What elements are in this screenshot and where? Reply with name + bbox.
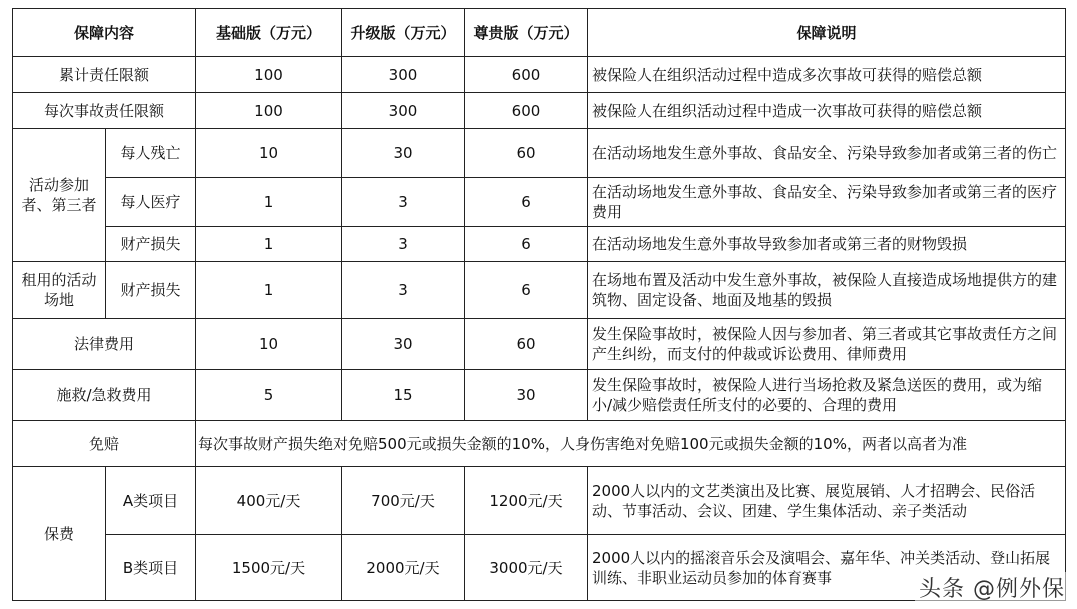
row-description: 在场地布置及活动中发生意外事故，被保险人直接造成场地提供方的建筑物、固定设备、地面及地基的毁损 bbox=[588, 262, 1066, 319]
basic-value: 1 bbox=[196, 262, 342, 319]
row-label: 施救/急救费用 bbox=[13, 370, 196, 421]
basic-value: 100 bbox=[196, 57, 342, 93]
sub-label: 每人医疗 bbox=[106, 178, 196, 227]
row-description: 2000人以内的文艺类演出及比赛、展览展销、人才招聘会、民俗活动、节事活动、会议、团建、学生集体活动、亲子类活动 bbox=[588, 467, 1066, 535]
row-label: 免赔 bbox=[13, 421, 196, 467]
row-label: 法律费用 bbox=[13, 319, 196, 370]
upgrade-value: 30 bbox=[342, 129, 465, 178]
basic-value: 400元/天 bbox=[196, 467, 342, 535]
table-row bbox=[13, 319, 1066, 370]
table-row bbox=[13, 93, 1066, 129]
row-description: 在活动场地发生意外事故、食品安全、污染导致参加者或第三者的伤亡 bbox=[588, 129, 1066, 178]
basic-value: 1 bbox=[196, 178, 342, 227]
basic-value: 10 bbox=[196, 129, 342, 178]
watermark: 头条 @例外保 bbox=[915, 572, 1069, 603]
row-description: 发生保险事故时，被保险人因与参加者、第三者或其它事故责任方之间产生纠纷，而支付的仲裁或诉讼费用、律师费用 bbox=[588, 319, 1066, 370]
basic-value: 10 bbox=[196, 319, 342, 370]
upgrade-value: 700元/天 bbox=[342, 467, 465, 535]
sub-label: A类项目 bbox=[106, 467, 196, 535]
upgrade-value: 300 bbox=[342, 57, 465, 93]
premium-value: 600 bbox=[465, 93, 588, 129]
upgrade-value: 3 bbox=[342, 227, 465, 262]
deductible-text: 每次事故财产损失绝对免赔500元或损失金额的10%，人身伤害绝对免赔100元或损失金额的10%，两者以高者为准 bbox=[196, 421, 1066, 467]
row-description: 在活动场地发生意外事故、食品安全、污染导致参加者或第三者的医疗费用 bbox=[588, 178, 1066, 227]
row-label: 累计责任限额 bbox=[13, 57, 196, 93]
header-content: 保障内容 bbox=[13, 9, 196, 57]
upgrade-value: 30 bbox=[342, 319, 465, 370]
table-row bbox=[13, 178, 1066, 227]
table-header-row bbox=[13, 9, 1066, 57]
basic-value: 5 bbox=[196, 370, 342, 421]
premium-value: 30 bbox=[465, 370, 588, 421]
upgrade-value: 3 bbox=[342, 262, 465, 319]
upgrade-value: 300 bbox=[342, 93, 465, 129]
table-row bbox=[13, 535, 1066, 601]
premium-value: 6 bbox=[465, 227, 588, 262]
basic-value: 100 bbox=[196, 93, 342, 129]
row-description: 发生保险事故时，被保险人进行当场抢救及紧急送医的费用，或为缩小/减少赔偿责任所支付的必要的、合理的费用 bbox=[588, 370, 1066, 421]
row-description: 2000人以内的摇滚音乐会及演唱会、嘉年华、冲关类活动、登山拓展训练、非职业运动员参加的体育赛事 bbox=[588, 535, 1066, 601]
premium-value: 6 bbox=[465, 178, 588, 227]
premium-value: 1200元/天 bbox=[465, 467, 588, 535]
upgrade-value: 3 bbox=[342, 178, 465, 227]
premium-value: 60 bbox=[465, 129, 588, 178]
table-row bbox=[13, 57, 1066, 93]
premium-value: 6 bbox=[465, 262, 588, 319]
header-basic: 基础版（万元） bbox=[196, 9, 342, 57]
row-description: 在活动场地发生意外事故导致参加者或第三者的财物毁损 bbox=[588, 227, 1066, 262]
table-row bbox=[13, 467, 1066, 535]
group-label: 租用的活动场地 bbox=[13, 262, 106, 319]
upgrade-value: 2000元/天 bbox=[342, 535, 465, 601]
header-premium: 尊贵版（万元） bbox=[465, 9, 588, 57]
insurance-coverage-table bbox=[12, 8, 1066, 601]
row-label: 每次事故责任限额 bbox=[13, 93, 196, 129]
premium-value: 3000元/天 bbox=[465, 535, 588, 601]
premium-value: 60 bbox=[465, 319, 588, 370]
premium-value: 600 bbox=[465, 57, 588, 93]
row-description: 被保险人在组织活动过程中造成多次事故可获得的赔偿总额 bbox=[588, 57, 1066, 93]
table-row bbox=[13, 227, 1066, 262]
header-desc: 保障说明 bbox=[588, 9, 1066, 57]
basic-value: 1500元/天 bbox=[196, 535, 342, 601]
sub-label: 财产损失 bbox=[106, 227, 196, 262]
table-row bbox=[13, 370, 1066, 421]
table-row bbox=[13, 421, 1066, 467]
row-description: 被保险人在组织活动过程中造成一次事故可获得的赔偿总额 bbox=[588, 93, 1066, 129]
table-row bbox=[13, 129, 1066, 178]
table-row bbox=[13, 262, 1066, 319]
group-label: 活动参加者、第三者 bbox=[13, 129, 106, 262]
upgrade-value: 15 bbox=[342, 370, 465, 421]
group-label: 保费 bbox=[13, 467, 106, 601]
basic-value: 1 bbox=[196, 227, 342, 262]
sub-label: 财产损失 bbox=[106, 262, 196, 319]
header-upgrade: 升级版（万元） bbox=[342, 9, 465, 57]
sub-label: 每人残亡 bbox=[106, 129, 196, 178]
sub-label: B类项目 bbox=[106, 535, 196, 601]
